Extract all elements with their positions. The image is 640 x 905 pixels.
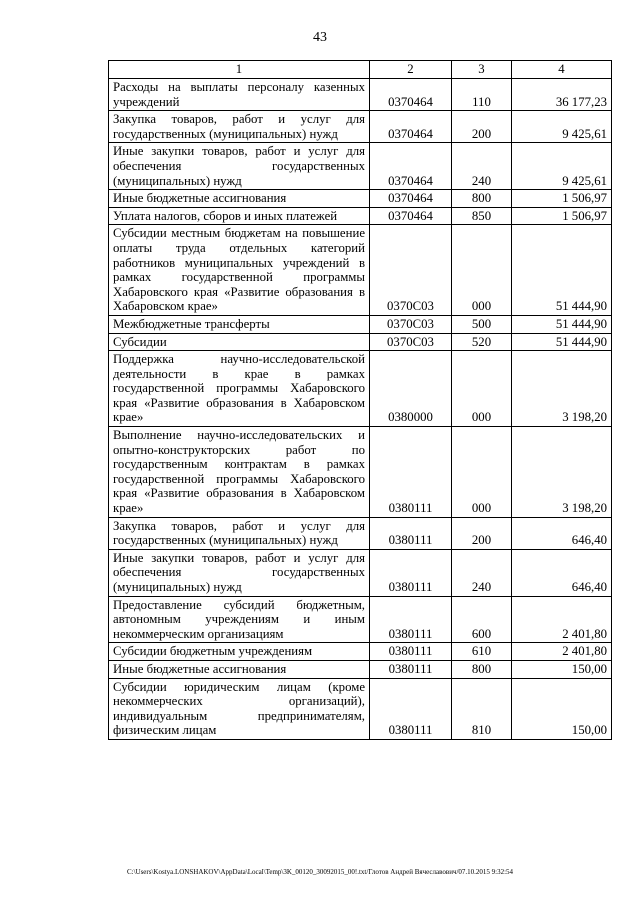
row-type-cell: 610 [452,643,512,661]
budget-table [108,60,612,740]
row-amount-cell: 3 198,20 [512,351,612,427]
table-row [109,333,612,351]
row-code-cell: 0370464 [370,111,452,143]
table-row [109,315,612,333]
row-type-cell: 850 [452,207,512,225]
row-type-cell: 520 [452,333,512,351]
row-name-cell: Субсидии местным бюджетам на повышение оплаты труда отдельных категорий работников муниципальных учреждений в рамках государственной программы Хабаровского края «Развитие образования в Хабаровском крае» [109,225,370,316]
row-amount-cell: 2 401,80 [512,643,612,661]
row-name-cell: Иные закупки товаров, работ и услуг для обеспечения государственных (муниципальных) нужд [109,143,370,190]
row-amount-cell: 3 198,20 [512,427,612,518]
table-row [109,517,612,549]
row-type-cell: 000 [452,351,512,427]
row-amount-cell: 36 177,23 [512,79,612,111]
table-row [109,207,612,225]
row-type-cell: 800 [452,190,512,208]
row-code-cell: 0380111 [370,549,452,596]
row-code-cell: 0380111 [370,427,452,518]
page-number: 43 [313,30,327,45]
header-col-3: 3 [452,61,512,79]
row-name-cell: Субсидии бюджетным учреждениям [109,643,370,661]
header-col-4: 4 [512,61,612,79]
row-amount-cell: 1 506,97 [512,207,612,225]
row-type-cell: 240 [452,549,512,596]
table-row [109,660,612,678]
table-header-row [109,61,612,79]
row-name-cell: Выполнение научно-исследовательских и опытно-конструкторских работ по государственным контрактам в рамках государственной программы Хабаровского края «Развитие образования в Хабаровском крае» [109,427,370,518]
row-type-cell: 110 [452,79,512,111]
table-row [109,225,612,316]
row-code-cell: 0380111 [370,517,452,549]
row-amount-cell: 646,40 [512,549,612,596]
table-row [109,596,612,643]
row-amount-cell: 51 444,90 [512,315,612,333]
table-row [109,143,612,190]
row-name-cell: Субсидии юридическим лицам (кроме некоммерческих организаций), индивидуальным предпринимателям, физическим лицам [109,678,370,739]
table-row [109,111,612,143]
table-row [109,678,612,739]
row-amount-cell: 150,00 [512,678,612,739]
header-col-1: 1 [109,61,370,79]
row-code-cell: 0380111 [370,660,452,678]
row-amount-cell: 150,00 [512,660,612,678]
table-body [109,79,612,740]
table-row [109,79,612,111]
row-name-cell: Иные закупки товаров, работ и услуг для обеспечения государственных (муниципальных) нужд [109,549,370,596]
row-name-cell: Иные бюджетные ассигнования [109,660,370,678]
table-row [109,190,612,208]
row-type-cell: 240 [452,143,512,190]
document-footer-path: C:\Users\Kostya.LONSHAKOV\AppData\Local\Temp\3K_00120_30092015_00!.txt/Глотов Андрей Вячеславович/07.10.2015 9:32:54 [126,868,514,876]
row-type-cell: 000 [452,225,512,316]
row-amount-cell: 51 444,90 [512,333,612,351]
row-name-cell: Предоставление субсидий бюджетным, автономным учреждениям и иным некоммерческим организациям [109,596,370,643]
row-code-cell: 0370С03 [370,333,452,351]
row-type-cell: 200 [452,111,512,143]
row-name-cell: Расходы на выплаты персоналу казенных учреждений [109,79,370,111]
row-type-cell: 800 [452,660,512,678]
header-col-2: 2 [370,61,452,79]
row-code-cell: 0370С03 [370,225,452,316]
table-row [109,351,612,427]
row-code-cell: 0370464 [370,207,452,225]
row-type-cell: 810 [452,678,512,739]
row-code-cell: 0380111 [370,596,452,643]
row-type-cell: 600 [452,596,512,643]
row-code-cell: 0370464 [370,143,452,190]
row-code-cell: 0370464 [370,190,452,208]
row-amount-cell: 51 444,90 [512,225,612,316]
row-type-cell: 000 [452,427,512,518]
row-code-cell: 0370С03 [370,315,452,333]
row-code-cell: 0380111 [370,643,452,661]
table-row [109,643,612,661]
row-name-cell: Поддержка научно-исследовательской деятельности в крае в рамках государственной программы Хабаровского края «Развитие образования в Хабаровском крае» [109,351,370,427]
row-amount-cell: 2 401,80 [512,596,612,643]
row-amount-cell: 646,40 [512,517,612,549]
row-name-cell: Закупка товаров, работ и услуг для государственных (муниципальных) нужд [109,517,370,549]
row-name-cell: Иные бюджетные ассигнования [109,190,370,208]
row-name-cell: Межбюджетные трансферты [109,315,370,333]
row-code-cell: 0370464 [370,79,452,111]
row-name-cell: Субсидии [109,333,370,351]
row-name-cell: Закупка товаров, работ и услуг для государственных (муниципальных) нужд [109,111,370,143]
table-row [109,427,612,518]
row-name-cell: Уплата налогов, сборов и иных платежей [109,207,370,225]
table-row [109,549,612,596]
row-type-cell: 500 [452,315,512,333]
row-amount-cell: 9 425,61 [512,143,612,190]
row-amount-cell: 9 425,61 [512,111,612,143]
row-type-cell: 200 [452,517,512,549]
row-code-cell: 0380111 [370,678,452,739]
row-code-cell: 0380000 [370,351,452,427]
row-amount-cell: 1 506,97 [512,190,612,208]
